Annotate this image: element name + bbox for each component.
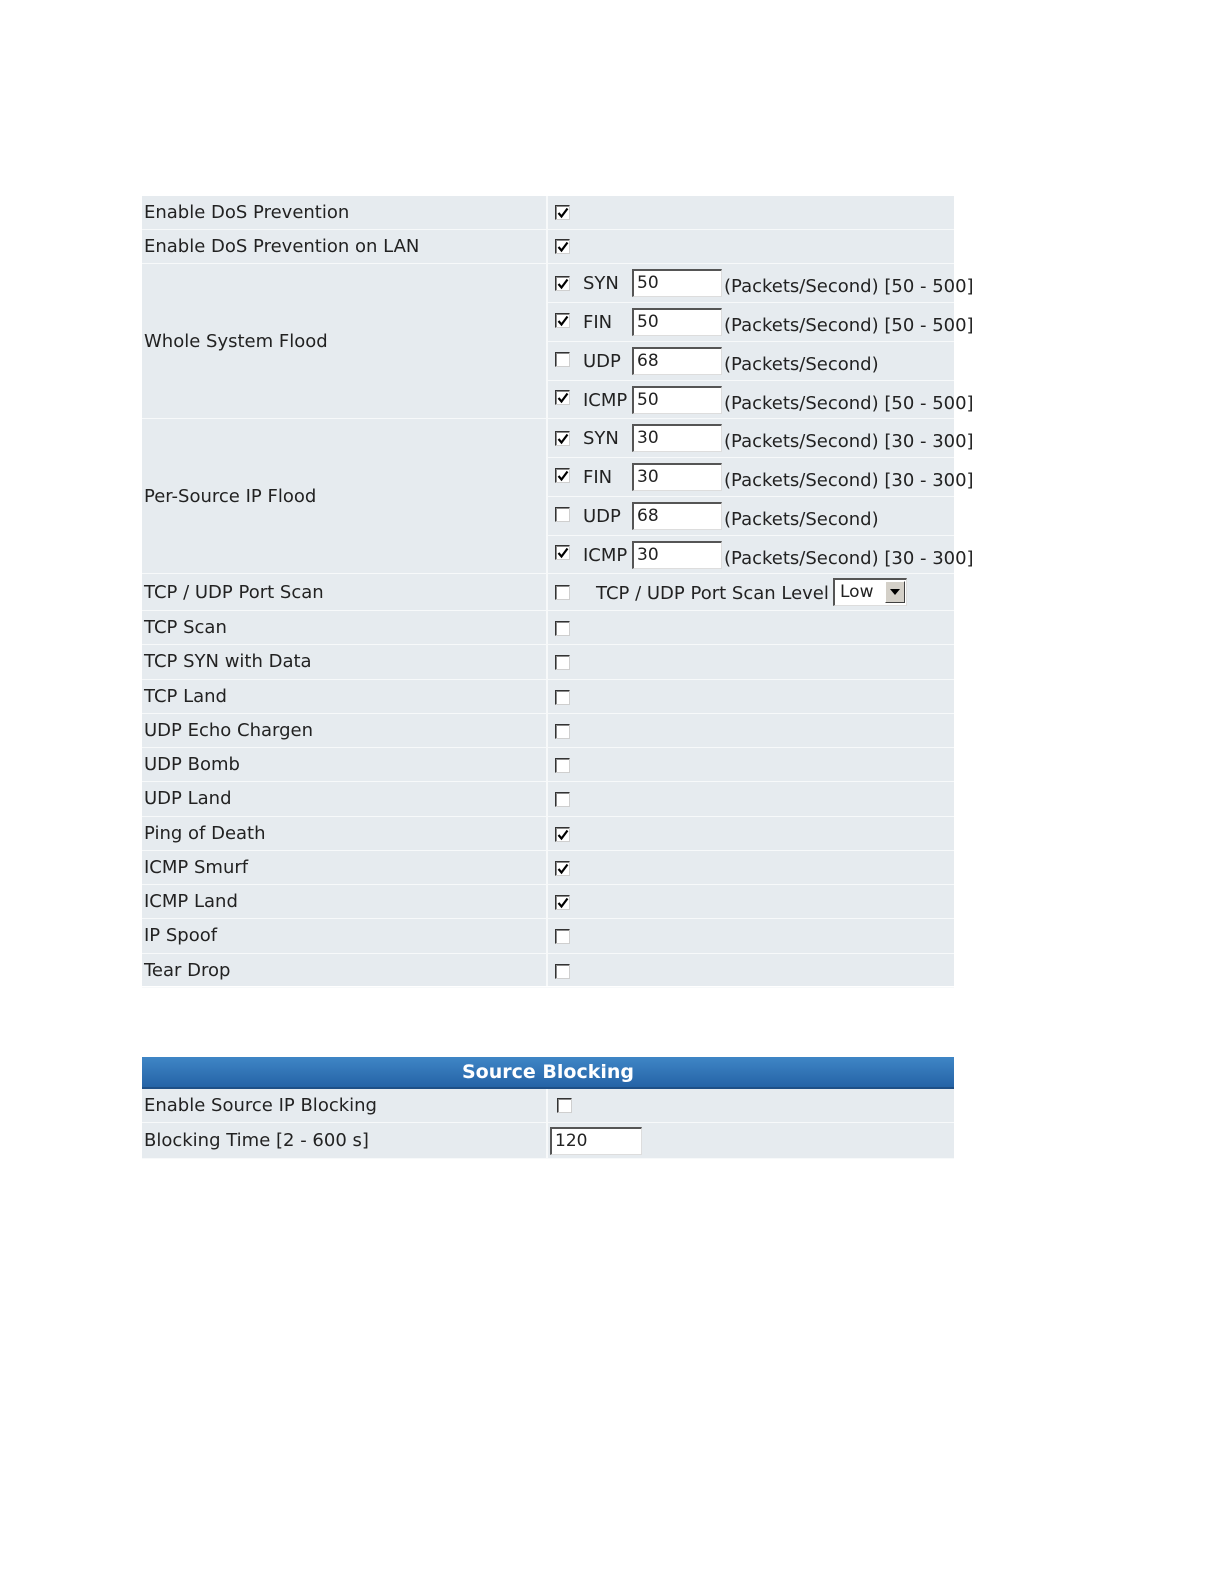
setting-checkbox[interactable] <box>555 792 570 807</box>
flood-item-udp <box>548 342 954 381</box>
setting-label: Ping of Death <box>144 822 266 844</box>
row-enable-dos <box>142 196 954 230</box>
label-enable-dos-lan: Enable DoS Prevention on LAN <box>144 236 420 257</box>
row-udp-land <box>142 782 954 816</box>
setting-checkbox[interactable] <box>555 929 570 944</box>
flood-item-fin <box>548 303 974 342</box>
flood-item-icmp <box>548 536 974 574</box>
unit-label: (Packets/Second) <box>724 353 879 375</box>
label-whole-system-flood: Whole System Flood <box>144 330 328 352</box>
dos-prevention-panel <box>142 196 974 986</box>
checkmark-icon <box>557 241 569 253</box>
label-port-scan: TCP / UDP Port Scan <box>144 581 324 603</box>
flood-item-syn <box>548 419 974 458</box>
setting-checkbox[interactable] <box>555 690 570 705</box>
row-icmp-land <box>142 885 954 919</box>
label-per-source-flood: Per-Source IP Flood <box>144 485 317 507</box>
checkmark-icon <box>557 897 569 909</box>
rate-input-whole-udp[interactable]: 68 <box>632 347 722 375</box>
setting-label: UDP Land <box>144 788 232 810</box>
row-enable-dos-lan <box>142 230 954 264</box>
setting-label: TCP Land <box>144 685 227 707</box>
unit-label: (Packets/Second) [50 - 500] <box>724 392 974 414</box>
checkmark-icon <box>557 207 569 219</box>
proto-label: FIN <box>583 311 613 333</box>
setting-label: ICMP Land <box>144 891 238 913</box>
unit-label: (Packets/Second) [30 - 300] <box>724 469 974 491</box>
checkbox-port-scan[interactable] <box>555 585 570 600</box>
rate-input-whole-fin[interactable]: 50 <box>632 308 722 336</box>
checkmark-icon <box>557 547 569 559</box>
row-tcp-syn-with-data <box>142 645 954 679</box>
section-title: Source Blocking <box>142 1057 954 1089</box>
setting-checkbox[interactable] <box>555 724 570 739</box>
row-tcp-scan <box>142 611 954 645</box>
setting-label: IP Spoof <box>144 925 218 947</box>
blocking-time-input[interactable]: 120 <box>550 1127 642 1155</box>
row-udp-bomb <box>142 748 954 782</box>
setting-checkbox[interactable] <box>555 827 570 842</box>
setting-checkbox[interactable] <box>555 621 570 636</box>
checkmark-icon <box>557 863 569 875</box>
setting-label: TCP SYN with Data <box>144 651 312 673</box>
checkbox-source-udp[interactable] <box>555 507 570 522</box>
row-icmp-smurf <box>142 851 954 885</box>
setting-label: UDP Bomb <box>144 754 240 776</box>
checkbox-whole-syn[interactable] <box>555 276 570 291</box>
label-port-scan-level: TCP / UDP Port Scan Level <box>596 582 829 604</box>
unit-label: (Packets/Second) [50 - 500] <box>724 314 974 336</box>
port-scan-level-select[interactable] <box>833 578 907 606</box>
checkmark-icon <box>557 470 569 482</box>
checkbox-source-syn[interactable] <box>555 431 570 446</box>
chevron-down-icon[interactable] <box>885 581 905 603</box>
flood-item-syn <box>548 264 974 303</box>
setting-checkbox[interactable] <box>555 895 570 910</box>
proto-label: UDP <box>583 350 621 372</box>
proto-label: UDP <box>583 505 621 527</box>
proto-label: FIN <box>583 466 613 488</box>
proto-label: ICMP <box>583 544 628 566</box>
row-port-scan <box>142 574 954 611</box>
checkbox-whole-icmp[interactable] <box>555 390 570 405</box>
rate-input-source-fin[interactable]: 30 <box>632 463 722 491</box>
checkmark-icon <box>557 433 569 445</box>
setting-checkbox[interactable] <box>555 861 570 876</box>
row-per-source-flood <box>142 419 974 574</box>
unit-label: (Packets/Second) [50 - 500] <box>724 275 974 297</box>
unit-label: (Packets/Second) [30 - 300] <box>724 430 974 452</box>
row-ip-spoof <box>142 919 954 953</box>
checkbox-whole-udp[interactable] <box>555 352 570 367</box>
label-enable-dos: Enable DoS Prevention <box>144 202 350 223</box>
row-blocking-time <box>142 1123 954 1159</box>
rate-input-source-icmp[interactable]: 30 <box>632 541 722 569</box>
flood-item-udp <box>548 497 954 536</box>
proto-label: SYN <box>583 272 619 294</box>
setting-checkbox[interactable] <box>555 964 570 979</box>
checkbox-enable-source-blocking[interactable] <box>557 1098 572 1113</box>
checkbox-whole-fin[interactable] <box>555 313 570 328</box>
proto-label: SYN <box>583 427 619 449</box>
checkmark-icon <box>557 278 569 290</box>
row-tear-drop <box>142 954 954 988</box>
flood-item-icmp <box>548 381 974 419</box>
setting-checkbox[interactable] <box>555 758 570 773</box>
checkmark-icon <box>557 392 569 404</box>
label-enable-source-blocking: Enable Source IP Blocking <box>144 1095 377 1116</box>
row-enable-source-blocking <box>142 1089 954 1123</box>
source-blocking-panel <box>142 1057 954 1159</box>
checkbox-enable-dos-lan[interactable] <box>555 239 570 254</box>
row-udp-echo-chargen <box>142 714 954 748</box>
row-whole-system-flood <box>142 264 974 419</box>
row-tcp-land <box>142 680 954 714</box>
unit-label: (Packets/Second) <box>724 508 879 530</box>
setting-label: UDP Echo Chargen <box>144 719 314 741</box>
checkbox-enable-dos[interactable] <box>555 205 570 220</box>
rate-input-whole-syn[interactable]: 50 <box>632 269 722 297</box>
checkmark-icon <box>557 315 569 327</box>
proto-label: ICMP <box>583 389 628 411</box>
row-ping-of-death <box>142 817 954 851</box>
select-value: Low <box>840 582 874 602</box>
checkmark-icon <box>557 829 569 841</box>
unit-label: (Packets/Second) [30 - 300] <box>724 547 974 569</box>
setting-label: Tear Drop <box>144 959 231 981</box>
rate-input-whole-icmp[interactable]: 50 <box>632 386 722 414</box>
rate-input-source-syn[interactable]: 30 <box>632 424 722 452</box>
checkbox-source-fin[interactable] <box>555 468 570 483</box>
setting-label: TCP Scan <box>144 617 227 639</box>
label-blocking-time: Blocking Time [2 - 600 s] <box>144 1130 369 1151</box>
rate-input-source-udp[interactable]: 68 <box>632 502 722 530</box>
flood-item-fin <box>548 458 974 497</box>
checkbox-source-icmp[interactable] <box>555 545 570 560</box>
setting-label: ICMP Smurf <box>144 856 249 878</box>
setting-checkbox[interactable] <box>555 655 570 670</box>
